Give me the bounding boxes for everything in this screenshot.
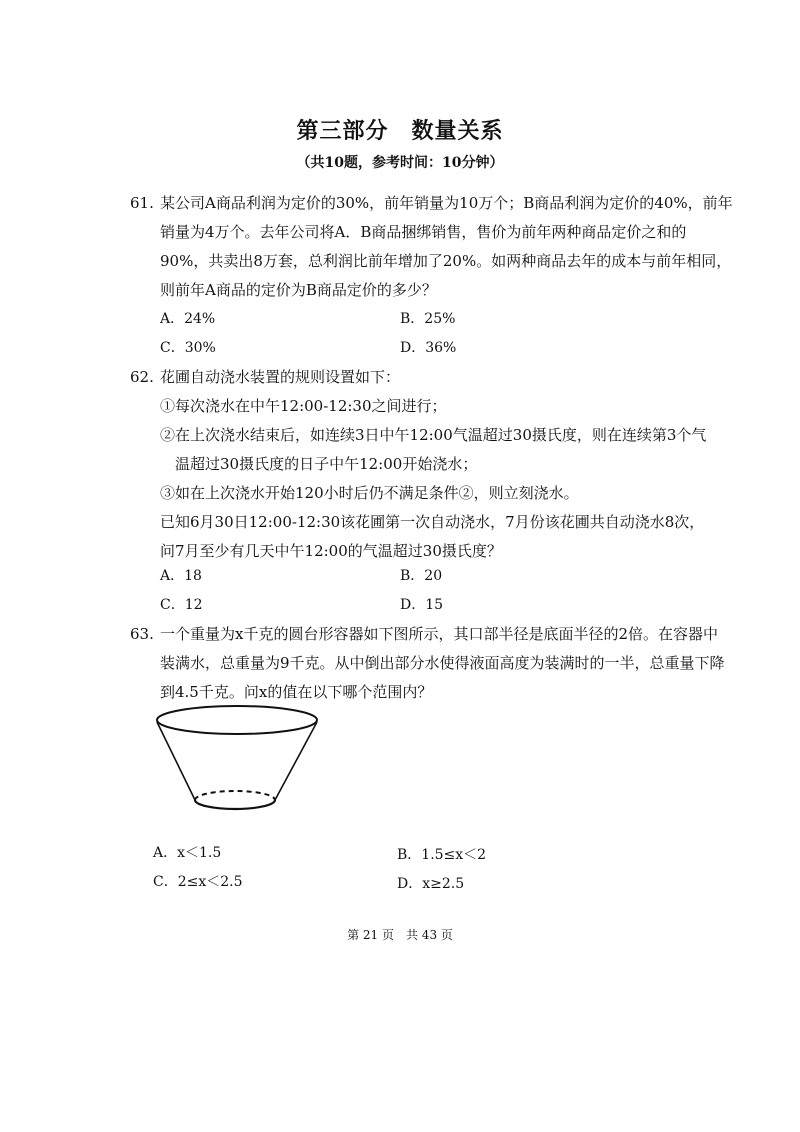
question-61-option-a: A．24%	[160, 311, 216, 327]
question-63-number: 63.	[130, 625, 154, 643]
question-62-text-line: 花圃自动浇水装置的规则设置如下：	[160, 368, 401, 386]
question-63-option-d: D．x≥2.5	[397, 876, 465, 892]
question-62-text-line: 问7月至少有几天中午12:00的气温超过30摄氏度？	[160, 542, 502, 560]
section-title: 第三部分 数量关系	[296, 119, 504, 144]
question-61-text-line: 某公司A商品利润为定价的30%，前年销量为10万个；B商品利润为定价的40%，前年	[160, 194, 733, 212]
question-61-option-d: D．36%	[400, 340, 457, 356]
question-62-option-a: A．18	[160, 568, 202, 584]
question-62-number: 62.	[130, 368, 154, 386]
question-61-text-line: 则前年A商品的定价为B商品定价的多少？	[160, 281, 437, 299]
frustum-bottom-front	[195, 800, 275, 809]
question-62-option-b: B．20	[400, 568, 443, 584]
question-63-text-line: 装满水，总重量为9千克。从中倒出部分水使得液面高度为装满时的一半，总重量下降	[160, 654, 725, 672]
question-61-option-c: C．30%	[160, 340, 216, 356]
question-62-rule-3: ③如在上次浇水开始120小时后仍不满足条件②，则立刻浇水。	[160, 484, 579, 502]
section-subtitle: （共10题，参考时间：10分钟）	[296, 155, 504, 171]
question-62-rule-2: ②在上次浇水结束后，如连续3日中午12:00气温超过30摄氏度，则在连续第3个气	[160, 426, 707, 444]
frustum-right-side	[275, 722, 317, 800]
page-number-footer: 第 21 页 共 43 页	[347, 928, 453, 942]
question-61-option-b: B．25%	[400, 311, 456, 327]
frustum-left-side	[157, 722, 195, 800]
question-61-text-line: 90%，共卖出8万套，总利润比前年增加了20%。如两种商品去年的成本与前年相同，	[160, 252, 732, 270]
question-62-option-c: C．12	[160, 597, 203, 613]
frustum-top-rim	[157, 706, 317, 734]
question-63-text-line: 一个重量为x千克的圆台形容器如下图所示，其口部半径是底面半径的2倍。在容器中	[160, 625, 719, 643]
frustum-bottom-back-dashed	[195, 791, 275, 800]
question-63-option-c: C．2≤x＜2.5	[153, 874, 243, 890]
question-61-number: 61.	[130, 194, 154, 212]
frustum-container-figure	[150, 700, 330, 820]
question-61-text-line: 销量为4万个。去年公司将A．B商品捆绑销售，售价为前年两种商品定价之和的	[160, 223, 687, 241]
question-62-text-line: 已知6月30日12:00-12:30该花圃第一次自动浇水，7月份该花圃共自动浇水8次，	[160, 513, 705, 531]
question-63-option-a: A．x＜1.5	[153, 845, 222, 861]
question-63-text-line: 到4.5千克。问x的值在以下哪个范围内？	[160, 683, 433, 701]
question-63-option-b: B．1.5≤x＜2	[397, 847, 487, 863]
question-62-rule-2-cont: 温超过30摄氏度的日子中午12:00开始浇水；	[175, 455, 478, 473]
question-62-option-d: D．15	[400, 597, 444, 613]
question-62-rule-1: ①每次浇水在中午12:00-12:30之间进行；	[160, 397, 447, 415]
